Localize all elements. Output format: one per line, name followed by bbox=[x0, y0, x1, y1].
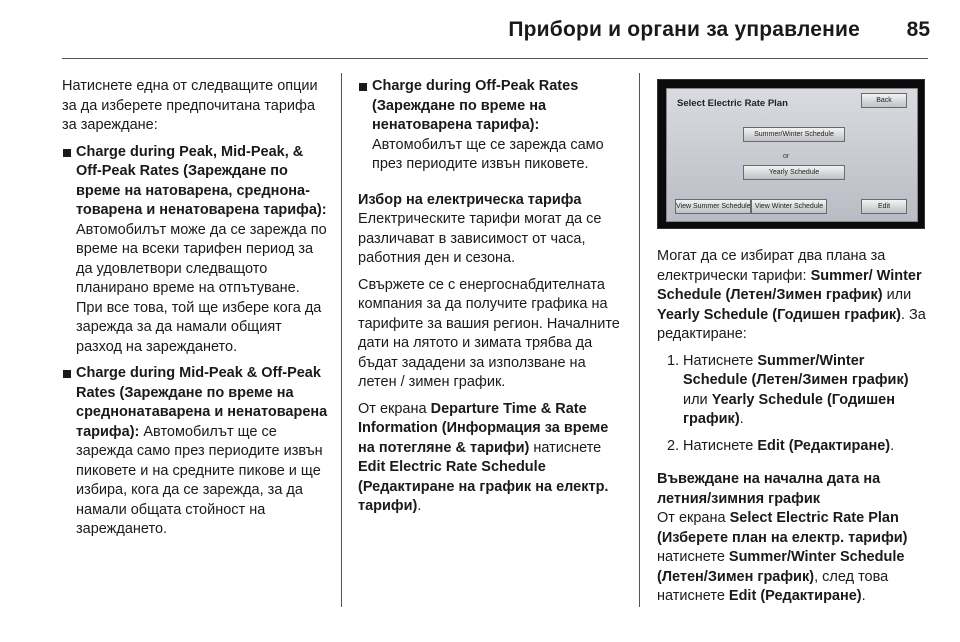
column-divider-2 bbox=[639, 73, 640, 607]
back-button[interactable]: Back bbox=[861, 93, 907, 108]
text-fragment: Могат да се избират два плана за електрически тарифи: bbox=[657, 248, 886, 284]
view-summer-schedule-button[interactable]: View Summer Schedule bbox=[675, 199, 751, 214]
bold-fragment: Edit (Редактиране) bbox=[728, 588, 862, 604]
heading-select-rate: Избор на електрическа тарифа bbox=[358, 191, 582, 208]
text-fragment: . За редактиране: bbox=[657, 306, 926, 342]
bold-fragment: Yearly Schedule (Годишен график) bbox=[683, 391, 895, 427]
bold-fragment: Edit (Редактиране) bbox=[757, 437, 891, 454]
heading-start-date: Въвеждане на начална дата на летния/зимния график bbox=[657, 471, 881, 507]
yearly-schedule-button[interactable]: Yearly Schedule bbox=[743, 165, 845, 180]
text-fragment: От екрана bbox=[358, 400, 431, 417]
column-3 bbox=[657, 77, 929, 607]
bullet-midpeak-offpeak-text: Автомобилът ще се зарежда само през периодите извън пиковете и на средните пикове и ще избира, кога да се зарежда, за да намали общата стойност на зареждането. bbox=[76, 423, 323, 537]
text-fragment: натиснете bbox=[529, 439, 602, 456]
intro-paragraph: Натиснете една от следващите опции за да изберете предпочитана тарифа за зареждане: bbox=[62, 78, 318, 133]
text-fragment: или bbox=[683, 391, 712, 408]
paragraph-rates-vary: Електрическите тарифи могат да се различават в зависимост от часа, работния ден и сезона. bbox=[358, 211, 602, 266]
or-label: or bbox=[783, 153, 790, 160]
paragraph-contact-utility: Свържете се с енергоснабдителната компания за да получите графика на тарифите за вашия регион. Началните дати на лятото и зимата трябва да бъдат зададени за използване на летен / зимен график. bbox=[358, 276, 620, 390]
bold-fragment: Summer/Winter Schedule (Летен/Зимен график) bbox=[657, 549, 905, 585]
text-fragment: или bbox=[882, 287, 912, 303]
text-fragment: . bbox=[890, 437, 895, 454]
screen-illustration bbox=[657, 79, 925, 229]
text-fragment: натиснете bbox=[657, 549, 729, 565]
page-number: 85 bbox=[906, 18, 930, 41]
text-fragment: Натиснете bbox=[683, 352, 758, 369]
text-fragment: От екрана bbox=[657, 510, 730, 526]
view-winter-schedule-button[interactable]: View Winter Schedule bbox=[751, 199, 827, 214]
bullet-offpeak bbox=[358, 77, 626, 175]
column-1 bbox=[62, 77, 330, 540]
edit-button[interactable]: Edit bbox=[861, 199, 907, 214]
bullet-midpeak-offpeak-title: Charge during Mid-Peak & Off-Peak Rates (Зареждане по време на среднонатаварена и ненатоварена тарифа): bbox=[76, 365, 328, 440]
paragraph-two-plans bbox=[657, 247, 929, 345]
bullet-offpeak-text: Автомобилът ще се зарежда само през периодите извън пиковете. bbox=[372, 136, 604, 172]
column-2 bbox=[358, 77, 626, 517]
page-header-title: Прибори и органи за управление bbox=[508, 18, 860, 41]
step-1 bbox=[657, 352, 929, 430]
paragraph-select-plan bbox=[657, 509, 929, 607]
step-number: 1. bbox=[667, 352, 680, 369]
bullet-midpeak-offpeak bbox=[62, 364, 330, 540]
text-fragment: . bbox=[861, 588, 866, 604]
bullet-peak-offpeak-title: Charge during Peak, Mid-Peak, & Off-Peak Rates (Зареждане по време на натоварена, среднона-товарена и ненатоварена тарифа): bbox=[76, 143, 327, 218]
column-divider-1 bbox=[341, 73, 342, 607]
bold-fragment: Summer/Winter Schedule (Летен/Зимен график) bbox=[683, 352, 909, 388]
text-fragment: . bbox=[417, 498, 422, 514]
step-number: 2. bbox=[667, 437, 680, 454]
screen-panel bbox=[666, 88, 918, 222]
step-2 bbox=[657, 437, 929, 457]
bold-fragment: Summer/ Winter Schedule (Летен/Зимен график) bbox=[657, 267, 922, 303]
header-rule bbox=[62, 58, 928, 59]
bold-fragment: Edit Electric Rate Schedule (Редактиране на график на електр. тарифи) bbox=[358, 459, 609, 514]
bullet-peak-offpeak-text: Автомобилът може да се зарежда по време на всеки тарифен период за да удовлетвори следващото планирано време на отпътуване. При все това, той ще избере кога да зарежда за да намали общият разход на зареждането. bbox=[76, 221, 327, 355]
summer-winter-schedule-button[interactable]: Summer/Winter Schedule bbox=[743, 127, 845, 142]
text-fragment: . bbox=[739, 411, 744, 427]
bullet-offpeak-title: Charge during Off-Peak Rates (Зареждане по време на ненатоварена тарифа): bbox=[372, 78, 579, 133]
bullet-peak-offpeak bbox=[62, 143, 330, 358]
text-fragment: Натиснете bbox=[683, 437, 758, 454]
text-fragment: , след това натиснете bbox=[657, 568, 889, 604]
screen-title: Select Electric Rate Plan bbox=[677, 98, 788, 109]
bold-fragment: Departure Time & Rate Information (Информация за време на потегляне & тарифи) bbox=[358, 400, 609, 456]
bold-fragment: Yearly Schedule (Годишен график) bbox=[657, 306, 901, 323]
bold-fragment: Select Electric Rate Plan (Изберете план на електр. тарифи) bbox=[657, 510, 908, 546]
paragraph-from-screen bbox=[358, 400, 626, 517]
